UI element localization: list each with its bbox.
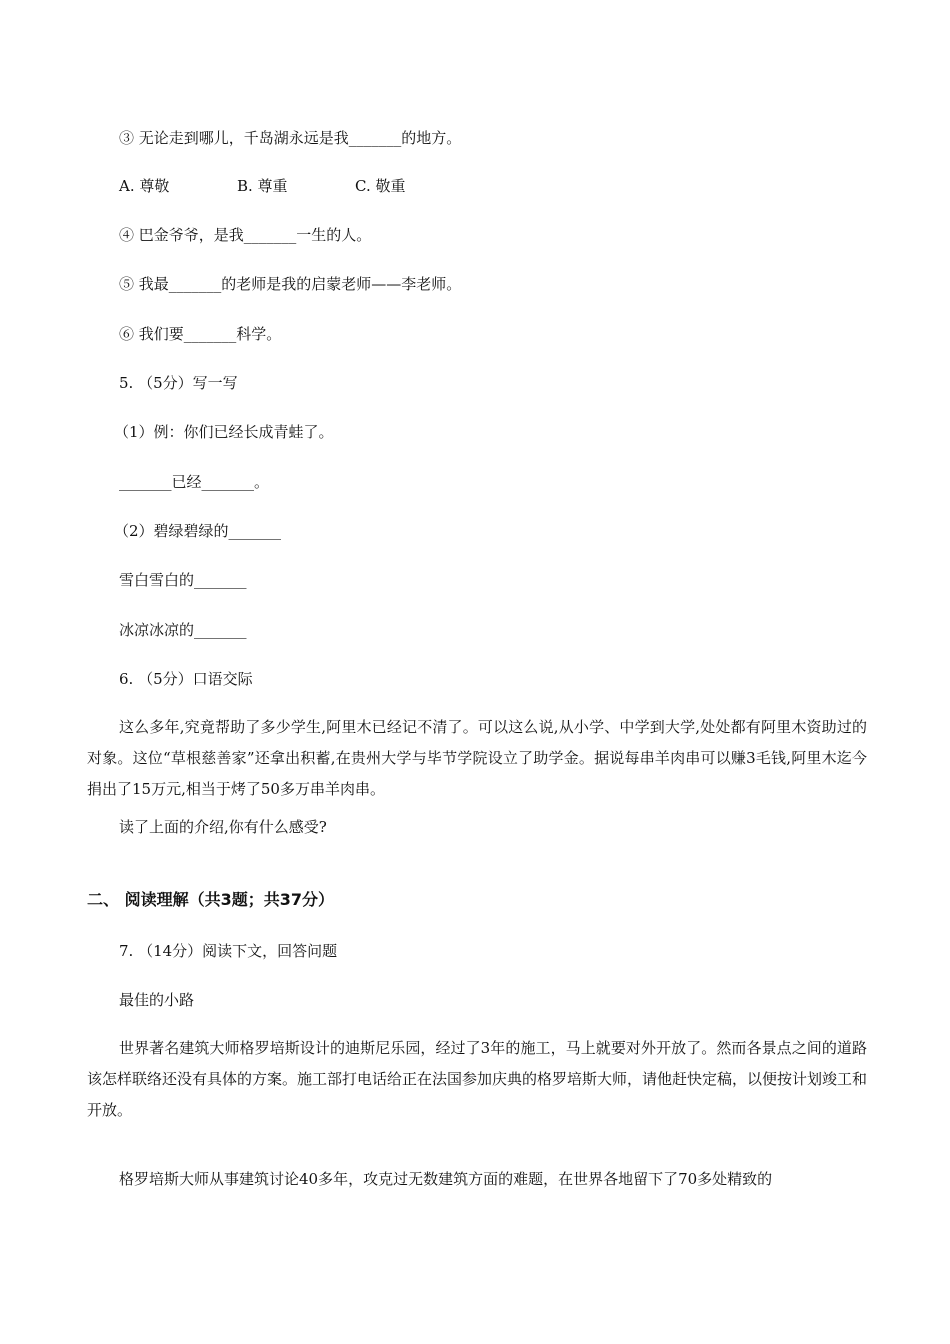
q5-part1-blank: _______已经_______。 (119, 473, 270, 491)
q4-item-6: ⑥ 我们要_______科学。 (119, 325, 282, 343)
q5-title: 5. （5分）写一写 (119, 374, 238, 392)
q7-story-title: 最佳的小路 (119, 991, 195, 1009)
q6-title: 6. （5分）口语交际 (119, 670, 253, 688)
q4-item-5: ⑤ 我最_______的老师是我的启蒙老师——李老师。 (119, 275, 462, 293)
option-a: A. 尊敬 (119, 177, 170, 195)
q4-item-3: ③ 无论走到哪儿，千岛湖永远是我_______的地方。 (119, 129, 462, 147)
option-b: B. 尊重 (237, 177, 288, 195)
section-heading: 二、 阅读理解（共3题；共37分） (87, 890, 334, 909)
q7-paragraph-2: 格罗培斯大师从事建筑讨论40多年，攻克过无数建筑方面的难题，在世界各地留下了70多处精致的 (119, 1170, 773, 1188)
q6-passage: 这么多年,究竟帮助了多少学生,阿里木已经记不清了。可以这么说,从小学、中学到大学,处处都有阿里木资助过的对象。这位“草根慈善家”还拿出积蓄,在贵州大学与毕节学院设立了助学金。据说每串羊肉串可以赚3毛钱,阿里木迄今捐出了15万元,相当于烤了50多万串羊肉串。 (87, 718, 867, 798)
q4-options (119, 176, 405, 196)
q6-question: 读了上面的介绍,你有什么感受? (119, 818, 327, 836)
q7-title: 7. （14分）阅读下文，回答问题 (119, 942, 338, 960)
q5-part2-line2: 雪白雪白的_______ (119, 571, 247, 589)
q5-part2-line3: 冰凉冰凉的_______ (119, 621, 247, 639)
option-c: C. 敬重 (355, 177, 406, 195)
q4-item-4: ④ 巴金爷爷，是我_______一生的人。 (119, 226, 372, 244)
q5-part1-label: （1）例：你们已经长成青蛙了。 (114, 423, 334, 441)
q7-paragraph-1: 世界著名建筑大师格罗培斯设计的迪斯尼乐园，经过了3年的施工，马上就要对外开放了。然而各景点之间的道路该怎样联络还没有具体的方案。施工部打电话给正在法国参加庆典的格罗培斯大师，请他赶快定稿，以便按计划竣工和开放。 (87, 1039, 868, 1119)
q5-part2-label: （2）碧绿碧绿的_______ (114, 522, 282, 540)
